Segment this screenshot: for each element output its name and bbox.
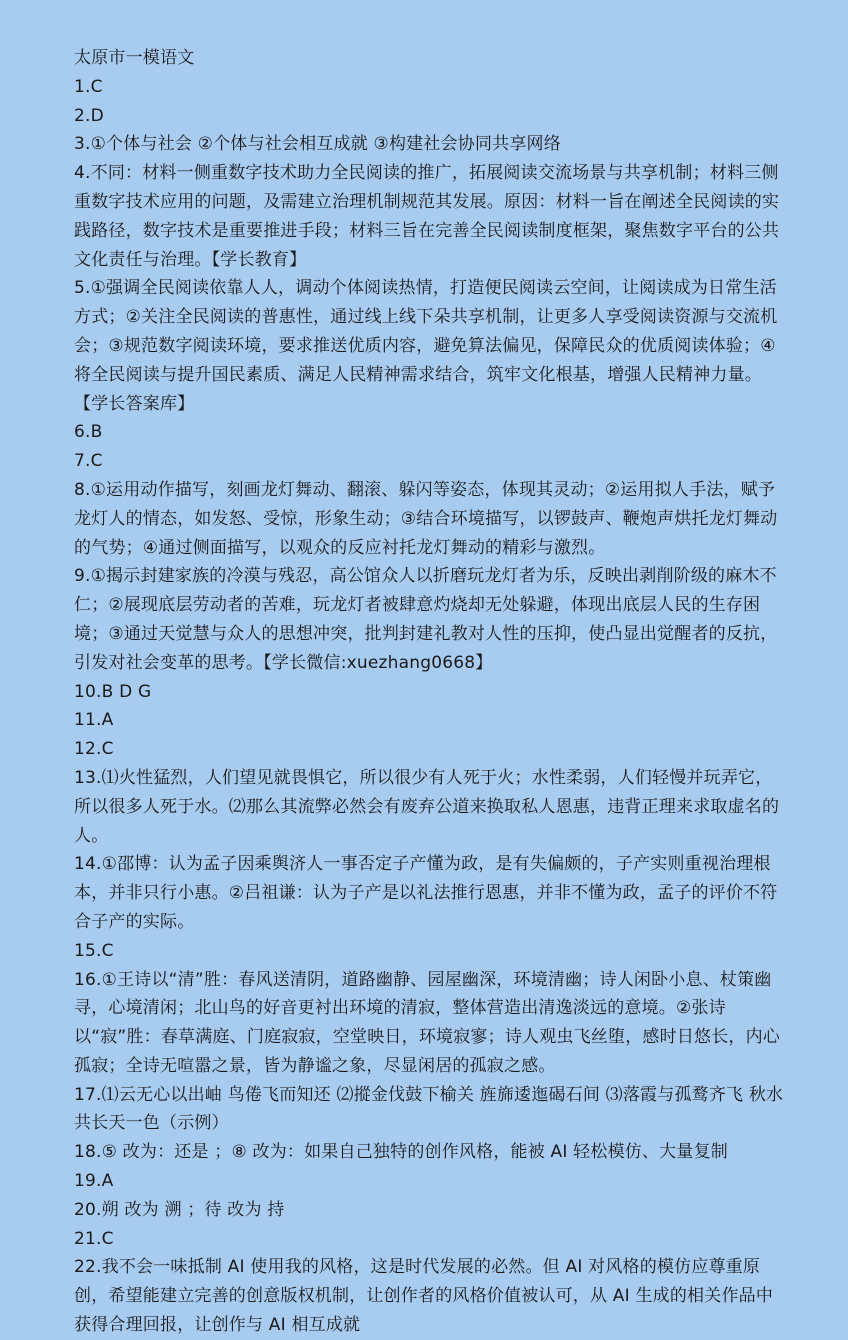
answer-2: 2.D (74, 105, 104, 126)
answer-15: 15.C (74, 940, 114, 961)
answer-16: 16.①王诗以“清”胜：春风送清阴，道路幽静、园屋幽深，环境清幽；诗人闲卧小息、杖策幽寻，心境清闲；北山鸟的好音更衬出环境的清寂，整体营造出清逸淡远的意境。②张诗以“寂”胜：春草满庭、门庭寂寂，空堂映日，环境寂寥；诗人观虫飞丝堕，感时日悠长，内心孤寂；全诗无喧嚣之景，皆为静谧之象，尽显闲居的孤寂之感。 (74, 969, 781, 1076)
answer-10: 10.B D G (74, 681, 152, 702)
answer-1: 1.C (74, 76, 103, 97)
answer-8: 8.①运用动作描写，刻画龙灯舞动、翻滚、躲闪等姿态，体现其灵动；②运用拟人手法，赋予龙灯人的情态，如发怒、受惊，形象生动；③结合环境描写，以锣鼓声、鞭炮声烘托龙灯舞动的气势；④通过侧面描写，以观众的反应衬托龙灯舞动的精彩与激烈。 (74, 479, 778, 558)
answer-6: 6.B (74, 422, 103, 443)
answer-14: 14.①邵博：认为孟子因乘舆济人一事否定子产懂为政，是有失偏颇的，子产实则重视治理根本，并非只行小惠。②吕祖谦：认为子产是以礼法推行恩惠，并非不懂为政，孟子的评价不符合子产的实际。 (74, 854, 778, 932)
answer-7: 7.C (74, 451, 103, 472)
answer-11: 11.A (74, 710, 114, 731)
answer-12: 12.C (74, 739, 114, 760)
answer-18: 18.⑤ 改为：还是 ；⑧ 改为：如果自己独特的创作风格，能被 AI 轻松模仿、大量复制 (74, 1142, 728, 1163)
doc-title: 太原市一模语文 (74, 48, 195, 68)
answer-5: 5.①强调全民阅读依靠人人，调动个体阅读热情，打造便民阅读云空间，让阅读成为日常生活方式；②关注全民阅读的普惠性，通过线上线下朵共享机制，让更多人享受阅读资源与交流机会；③规范数字阅读环境，要求推送优质内容，避免算法偏见，保障民众的优质阅读体验；④将全民阅读与提升国民素质、满足人民精神需求结合，筑牢文化根基，增强人民精神力量。【学长答案库】 (74, 278, 778, 414)
answer-19: 19.A (74, 1171, 114, 1192)
answer-20: 20.朔 改为 溯 ；待 改为 持 (74, 1199, 285, 1220)
answer-9: 9.①揭示封建家族的冷漠与残忍，高公馆众人以折磨玩龙灯者为乐，反映出剥削阶级的麻木不仁；②展现底层劳动者的苦难，玩龙灯者被肆意灼烧却无处躲避，体现出底层人民的生存困境；③通过天觉慧与众人的思想冲突，批判封建礼教对人性的压抑，使凸显出觉醒者的反抗，引发对社会变革的思考。【学长微信:xuezhang0668】 (74, 566, 778, 673)
answer-17: 17.⑴云无心以出岫 鸟倦飞而知还 ⑵摐金伐鼓下榆关 旌旆逶迤碣石间 ⑶落霞与孤鹜齐飞 秋水共长天一色（示例） (74, 1084, 784, 1134)
answer-21: 21.C (74, 1228, 114, 1249)
answer-22: 22.我不会一味抵制 AI 使用我的风格，这是时代发展的必然。但 AI 对风格的模仿应尊重原创，希望能建立完善的创意版权机制，让创作者的风格价值被认可，从 AI 生成的相关作品中获得合理回报，让创作与 AI 相互成就 (74, 1257, 774, 1336)
answer-3: 3.①个体与社会 ②个体与社会相互成就 ③构建社会协同共享网络 (74, 134, 561, 155)
answer-13: 13.⑴火性猛烈，人们望见就畏惧它，所以很少有人死于火；水性柔弱，人们轻慢并玩弄它，所以很多人死于水。⑵那么其流弊必然会有废弃公道来换取私人恩惠，违背正理来求取虚名的人。 (74, 767, 780, 846)
answer-4: 4.不同：材料一侧重数字技术助力全民阅读的推广，拓展阅读交流场景与共享机制；材料三侧重数字技术应用的问题，及需建立治理机制规范其发展。原因：材料一旨在阐述全民阅读的实践路径，数字技术是重要推进手段；材料三旨在完善全民阅读制度框架，聚焦数字平台的公共文化责任与治理。【学长教育】 (74, 163, 780, 270)
